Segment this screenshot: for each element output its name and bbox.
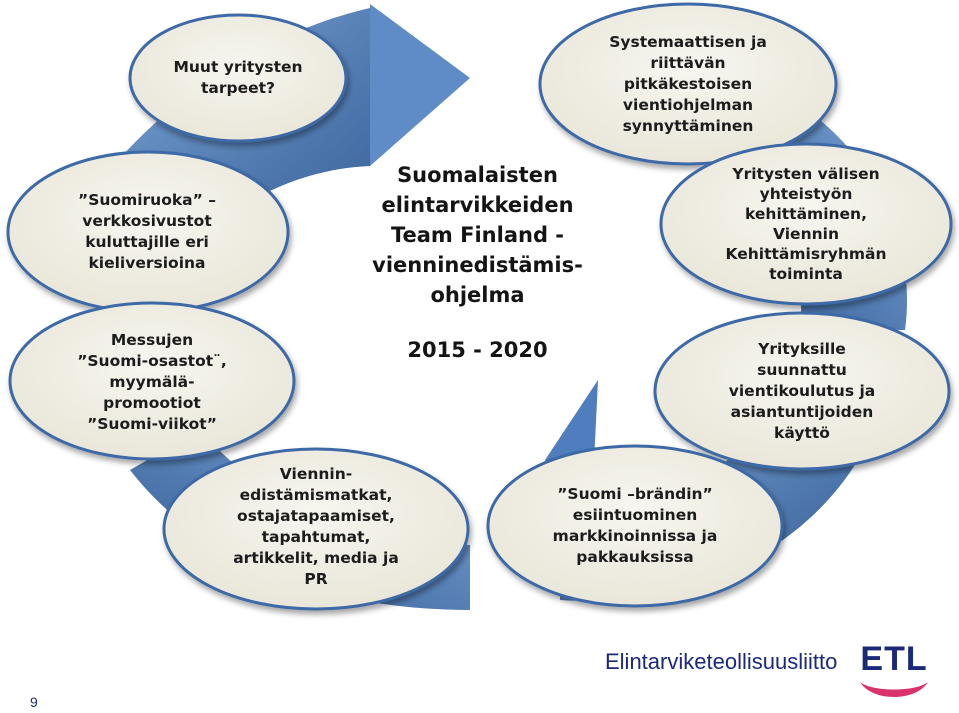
node-company-cooperation: Yritysten välisen yhteistyön kehittäminen, Viennin Kehittämisryhmän toiminta <box>725 165 887 283</box>
node-export-training: Yrityksille suunnattu vientikoulutus ja asiantuntijoiden käyttö <box>728 339 876 442</box>
node-food-websites: ”Suomiruoka” – verkkosivustot kuluttajille eri kieliversioina <box>78 191 216 272</box>
node-export-trips: Viennin- edistämismatkat, ostajatapaamiset, tapahtumat, artikkelit, media ja PR <box>233 465 399 588</box>
page-number: 9 <box>30 694 38 710</box>
center-years: 2015 - 2020 <box>407 338 548 362</box>
organization-name: Elintarviketeollisuusliitto <box>605 649 838 674</box>
node-program-creation: Systemaattisen ja riittävän pitkäkestoisen vientiohjelman synnyttäminen <box>609 32 767 135</box>
arrow-head-top <box>370 4 470 166</box>
node-trade-fairs: Messujen ”Suomi-osastot¨, myymälä- promootiot ”Suomi-viikot” <box>77 330 227 433</box>
center-title: Suomalaisten elintarvikkeiden Team Finland - vienninedistämis- ohjelma <box>372 163 583 307</box>
logo-text: ETL <box>860 640 928 678</box>
node-finland-brand: ”Suomi –brändin” esiintuominen markkinoinnissa ja pakkauksissa <box>552 485 718 566</box>
node-other-needs: Muut yritysten tarpeet? <box>173 58 303 97</box>
